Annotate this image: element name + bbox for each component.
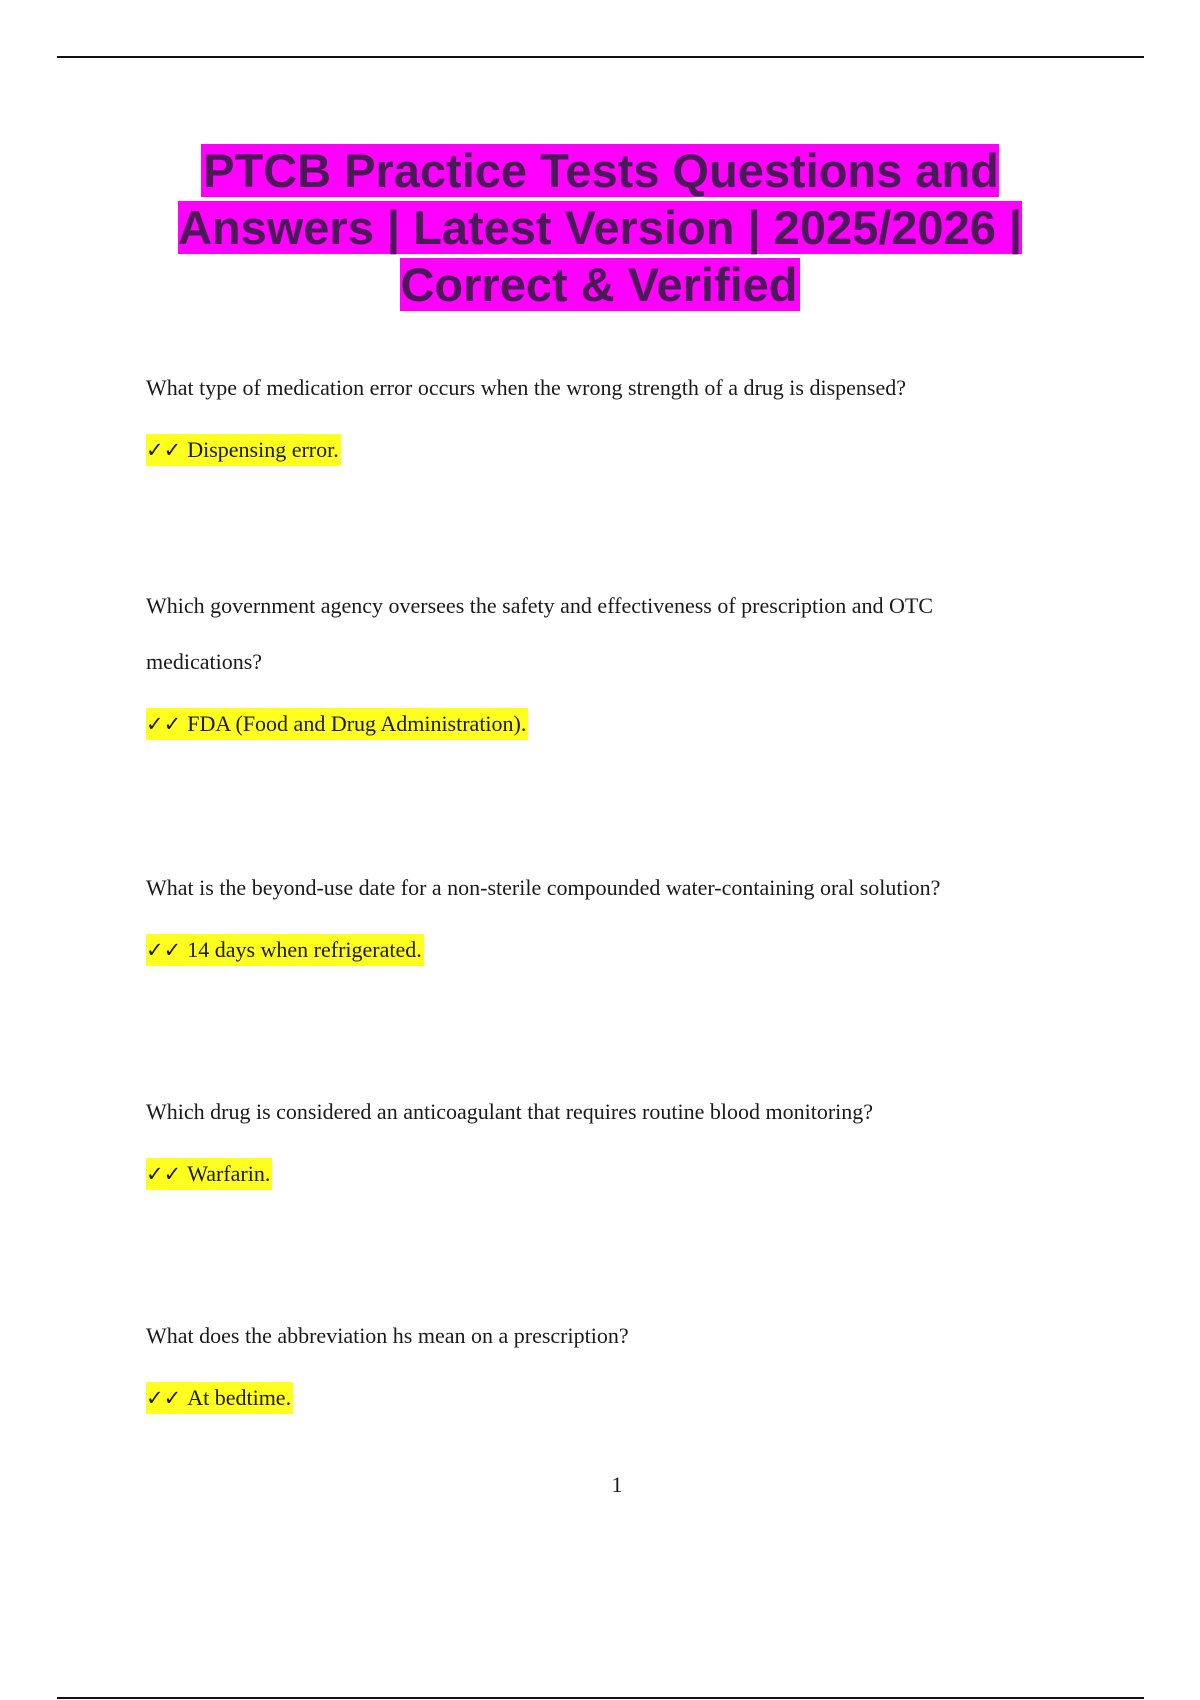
qa-item-3 [146,860,1046,966]
answer-text: Dispensing error. [187,437,339,462]
qa-item-5 [146,1308,1046,1414]
qa-item-1 [146,360,1046,466]
title-highlight: PTCB Practice Tests Questions and Answers | Latest Version | 2025/2026 | Correct & Verified [177,144,1023,311]
answer-highlight [146,708,528,740]
question-text: What type of medication error occurs when the wrong strength of a drug is dispensed? [146,375,906,400]
double-check-icon: ✓✓ [146,938,182,962]
answer-highlight [146,434,341,466]
qa-item-4 [146,1084,1046,1190]
double-check-icon: ✓✓ [146,1162,182,1186]
bottom-rule [57,1697,1144,1699]
double-check-icon: ✓✓ [146,1386,182,1410]
question-text: What is the beyond-use date for a non-sterile compounded water-containing oral solution? [146,875,941,900]
qa-item-2 [146,578,1046,740]
double-check-icon: ✓✓ [146,438,182,462]
question-text: Which government agency oversees the safety and effectiveness of prescription and OTC medications? [146,593,934,674]
top-rule [57,56,1144,58]
answer-text: At bedtime. [187,1385,292,1410]
page-number: 1 [611,1472,623,1497]
document-title [100,142,1100,313]
answer-highlight [146,1158,272,1190]
question-text: What does the abbreviation hs mean on a prescription? [146,1323,629,1348]
answer-highlight [146,934,424,966]
answer-text: 14 days when refrigerated. [187,937,422,962]
question-text: Which drug is considered an anticoagulant that requires routine blood monitoring? [146,1099,874,1124]
answer-text: FDA (Food and Drug Administration). [187,711,527,736]
answer-text: Warfarin. [187,1161,271,1186]
double-check-icon: ✓✓ [146,712,182,736]
answer-highlight [146,1382,293,1414]
